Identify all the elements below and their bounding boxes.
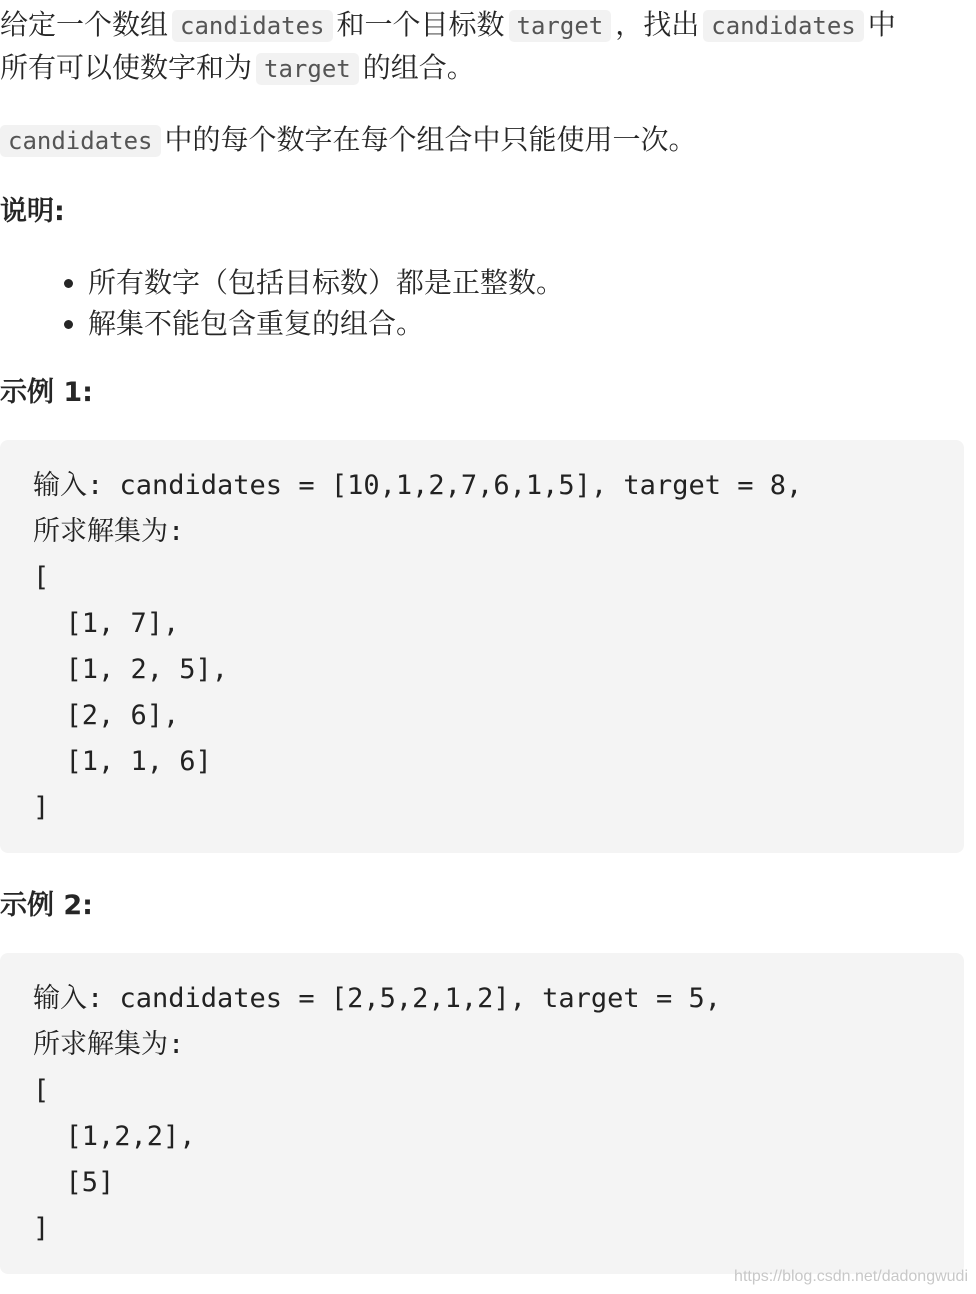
inline-code: candidates bbox=[0, 125, 161, 157]
intro-text: 的组合。 bbox=[362, 51, 475, 84]
intro-line-2 bbox=[0, 46, 475, 91]
inline-code: target bbox=[509, 10, 612, 42]
notes-heading: 说明: bbox=[0, 196, 65, 227]
example-2-heading: 示例 2: bbox=[0, 890, 93, 921]
example-1-code-block bbox=[0, 440, 964, 853]
intro-text: 和一个目标数 bbox=[336, 8, 505, 41]
example-2-code: 输入: candidates = [2,5,2,1,2], target = 5, 所求解集为: [ [1,2,2], [5] ] bbox=[33, 983, 721, 1244]
intro-text: 所有可以使数字和为 bbox=[0, 51, 253, 84]
list-item: • 解集不能包含重复的组合。 bbox=[88, 303, 564, 344]
intro-text: 中 bbox=[867, 8, 896, 41]
once-paragraph bbox=[0, 118, 697, 163]
inline-code: candidates bbox=[172, 10, 333, 42]
watermark: https://blog.csdn.net/dadongwudi bbox=[734, 1268, 968, 1285]
list-item: • 所有数字（包括目标数）都是正整数。 bbox=[88, 262, 564, 303]
example-1-code: 输入: candidates = [10,1,2,7,6,1,5], target = 8, 所求解集为: [ [1, 7], [1, 2, 5], [2, 6], [1, 1, 6] ] bbox=[33, 470, 803, 823]
example-2-code-block bbox=[0, 953, 964, 1274]
inline-code: target bbox=[256, 53, 359, 85]
intro-text: 给定一个数组 bbox=[0, 8, 169, 41]
inline-code: candidates bbox=[703, 10, 864, 42]
intro-text: ，找出 bbox=[615, 8, 700, 41]
notes-list bbox=[0, 262, 564, 344]
once-text: 中的每个数字在每个组合中只能使用一次。 bbox=[164, 123, 697, 156]
example-1-heading: 示例 1: bbox=[0, 377, 93, 408]
intro-line-1 bbox=[0, 3, 896, 48]
